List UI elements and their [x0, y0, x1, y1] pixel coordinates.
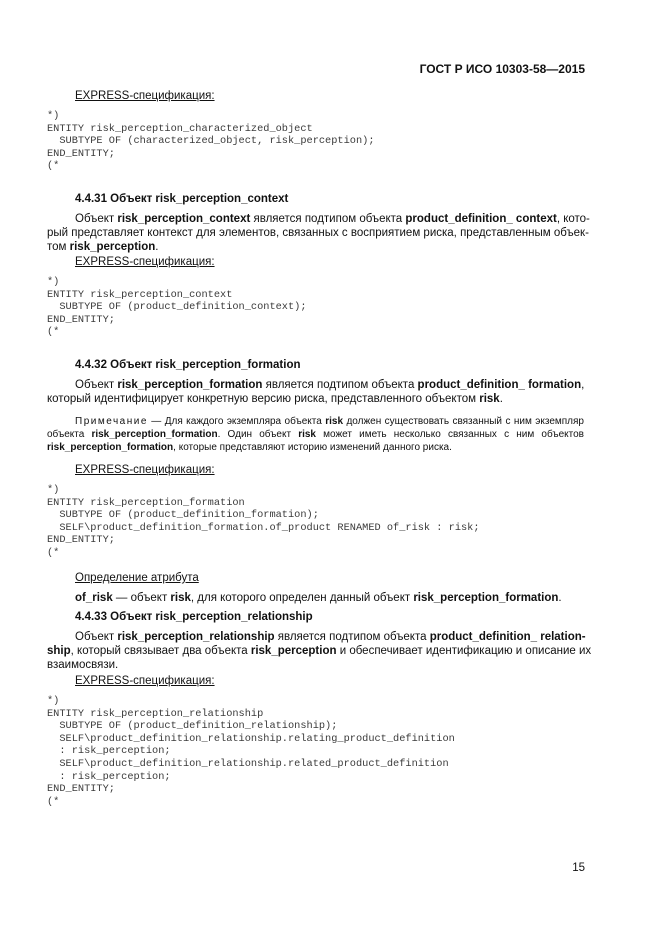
- note-label: Примечание: [75, 416, 148, 427]
- paragraph-line: ship, который связывает два объекта risk_perception и обеспечивает идентификацию и описание их: [47, 645, 592, 657]
- paragraph-line: Объект risk_perception_relationship является подтипом объекта product_definition_ relation-: [75, 631, 586, 643]
- note-line: объекта risk_perception_formation. Один объект risk может иметь несколько связанных с ним объектов: [47, 429, 584, 440]
- section-heading-4-4-32: 4.4.32 Объект risk_perception_formation: [75, 359, 301, 371]
- express-label-4: EXPRESS-спецификация:: [75, 675, 215, 687]
- paragraph-line: который идентифицирует конкретную версию риска, представленного объектом risk.: [47, 393, 503, 405]
- note-line: Примечание — Для каждого экземпляра объекта risk должен существовать связанный с ним экземпляр: [75, 416, 584, 427]
- paragraph-line: том risk_perception.: [47, 241, 159, 253]
- express-code-block-4: *) ENTITY risk_perception_relationship SUBTYPE OF (product_definition_relationship); SELF\product_definition_relationship.relating_product_definition : risk_perception; SELF\product_definition_relationship.related_product_definition : risk_perception; END_ENTITY; (*: [47, 695, 455, 808]
- section-4-4-32-paragraph: [47, 378, 584, 406]
- express-code-block-1: *) ENTITY risk_perception_characterized_object SUBTYPE OF (characterized_object, risk_perception); END_ENTITY; (*: [47, 110, 375, 173]
- paragraph-line: рый представляет контекст для элементов, связанных с восприятием риска, представленным объек-: [47, 227, 589, 239]
- paragraph-line: Объект risk_perception_formation является подтипом объекта product_definition_ formation,: [75, 379, 585, 391]
- attribute-definition: [47, 591, 584, 605]
- express-label-3: EXPRESS-спецификация:: [75, 464, 215, 476]
- note-paragraph: [47, 415, 584, 454]
- note-line: risk_perception_formation, которые представляют историю изменений данного риска.: [47, 442, 452, 453]
- section-4-4-33-paragraph: [47, 630, 592, 672]
- paragraph-line: of_risk — объект risk, для которого определен данный объект risk_perception_formation.: [75, 592, 562, 604]
- page-number: 15: [572, 862, 585, 874]
- express-code-block-2: *) ENTITY risk_perception_context SUBTYPE OF (product_definition_context); END_ENTITY; (*: [47, 276, 307, 339]
- express-label-1: EXPRESS-спецификация:: [75, 90, 215, 102]
- attribute-definition-label: Определение атрибута: [75, 572, 199, 584]
- section-heading-4-4-31: 4.4.31 Объект risk_perception_context: [75, 193, 289, 205]
- paragraph-line: Объект risk_perception_context является подтипом объекта product_definition_ context, кото-: [75, 213, 590, 225]
- paragraph-line: взаимосвязи.: [47, 659, 119, 671]
- section-4-4-31-paragraph: [47, 212, 590, 254]
- standard-header: ГОСТ Р ИСО 10303-58—2015: [419, 62, 585, 76]
- express-label-2: EXPRESS-спецификация:: [75, 256, 215, 268]
- section-heading-4-4-33: 4.4.33 Объект risk_perception_relationship: [75, 611, 313, 623]
- express-code-block-3: *) ENTITY risk_perception_formation SUBTYPE OF (product_definition_formation); SELF\product_definition_formation.of_product RENAMED of_risk : risk; END_ENTITY; (*: [47, 484, 480, 559]
